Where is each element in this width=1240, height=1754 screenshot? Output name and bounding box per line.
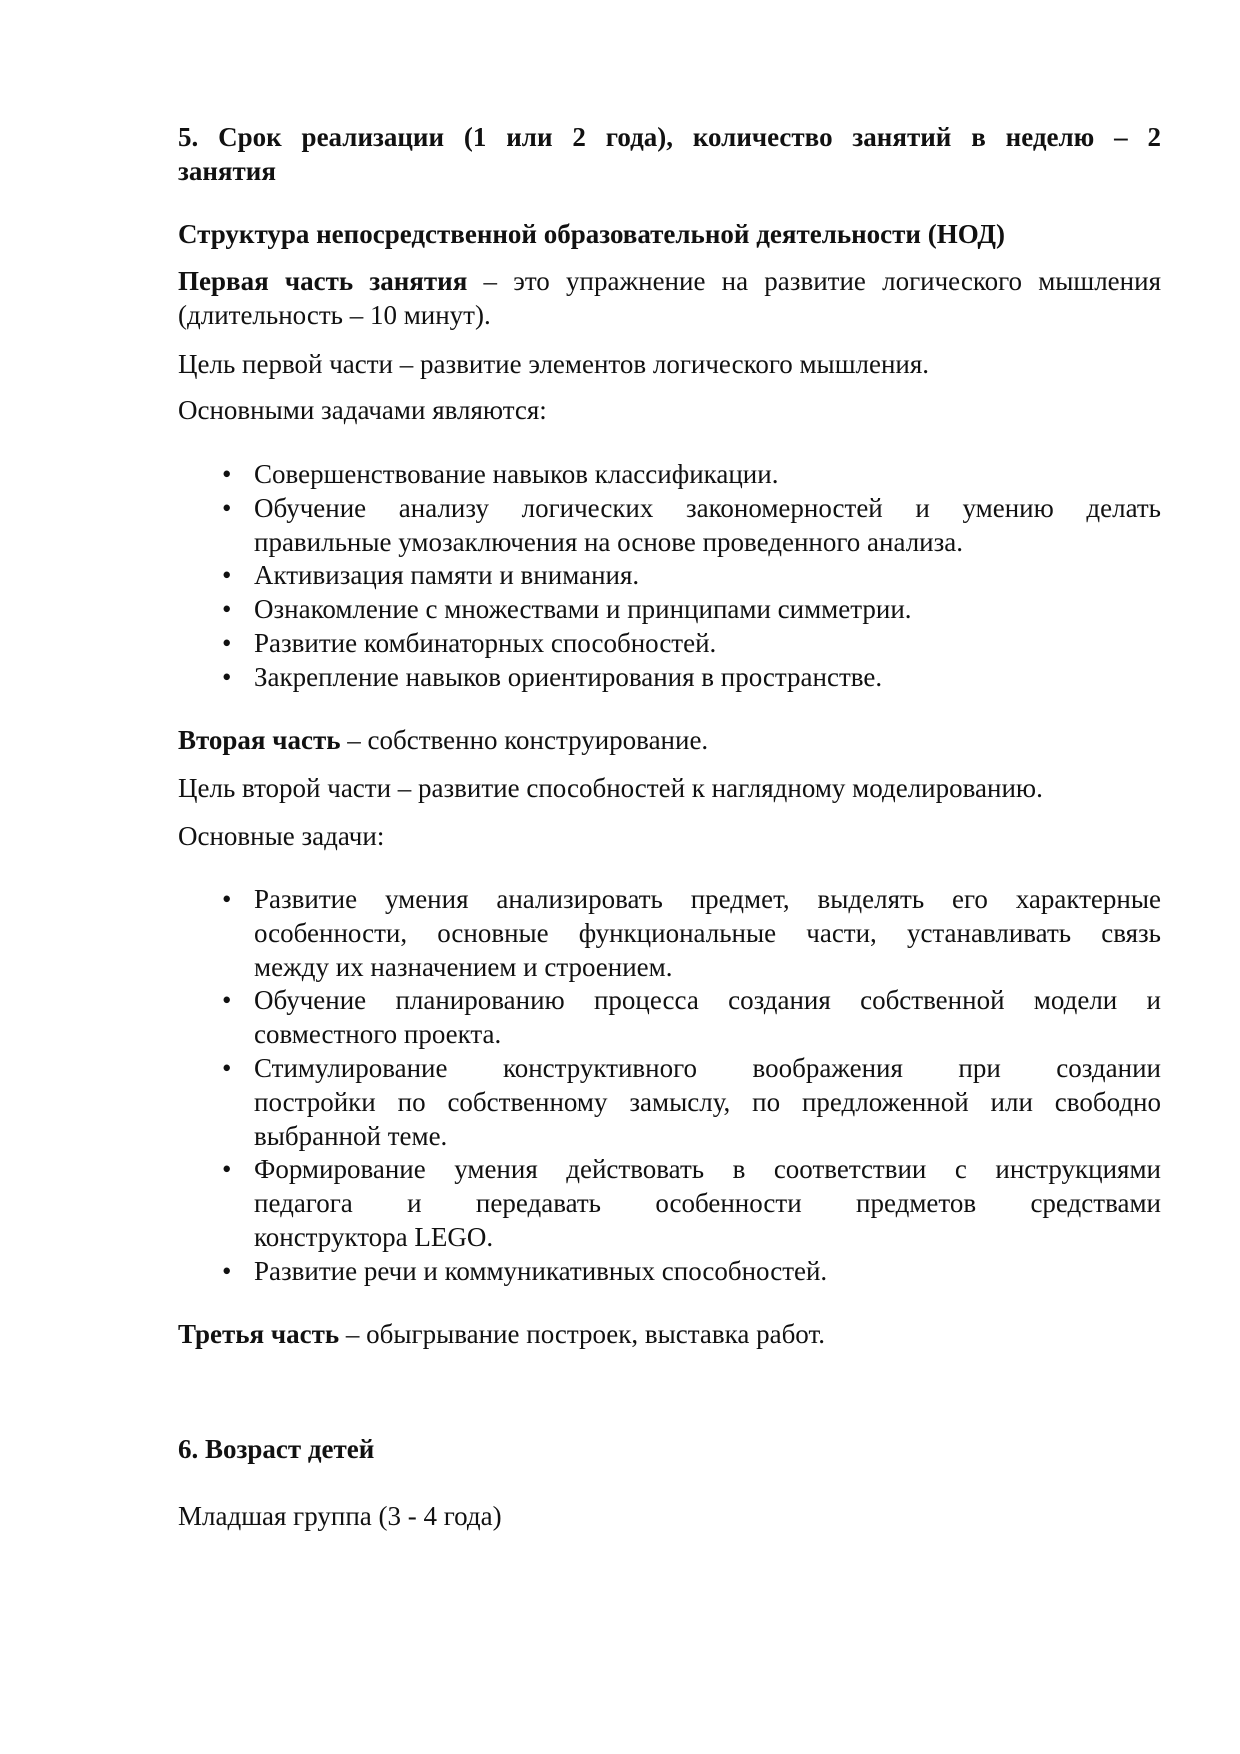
bullet-icon: • <box>222 884 232 914</box>
bullet-icon: • <box>222 661 232 692</box>
list-item-text: Ознакомление с множествами и принципами симметрии. <box>254 594 912 625</box>
list-item-text: Развитие комбинаторных способностей. <box>254 628 717 658</box>
bullet-icon: • <box>222 594 232 625</box>
list-item-continuation: правильные умозаключения на основе проведенного анализа. <box>254 526 964 557</box>
list-item-continuation: педагога и передавать особенности предметов средствами <box>254 1188 1161 1219</box>
section6-heading: 6. Возраст детей <box>178 1434 375 1464</box>
list-item-text: Обучение анализу логических закономерностей и умению делать <box>254 492 1161 523</box>
part1-intro-line2: (длительность – 10 минут). <box>178 300 491 330</box>
list-item-continuation: выбранной теме. <box>254 1120 448 1151</box>
list-item-continuation: конструктора LEGO. <box>254 1222 494 1252</box>
structure-title: Структура непосредственной образовательной деятельности (НОД) <box>178 219 1005 249</box>
bullet-icon: • <box>222 459 232 489</box>
part2-text: – собственно конструирование. <box>340 725 709 755</box>
list-item-text: Стимулирование конструктивного воображения при создании <box>254 1053 1161 1083</box>
part1-tasks-intro: Основными задачами являются: <box>178 395 547 425</box>
part2-intro <box>178 723 1161 757</box>
list-item-continuation: между их назначением и строением. <box>254 951 673 982</box>
section5-heading-line1: 5. Срок реализации (1 или 2 года), количество занятий в неделю – 2 <box>178 122 1161 152</box>
bullet-icon: • <box>222 628 232 658</box>
part3-label: Третья часть <box>178 1319 340 1349</box>
list-item-text: Обучение планированию процесса создания собственной модели и <box>254 985 1161 1016</box>
bullet-icon: • <box>222 1053 232 1083</box>
list-item-continuation: постройки по собственному замыслу, по предложенной или свободно <box>254 1086 1161 1117</box>
part1-label: Первая часть занятия <box>178 266 468 296</box>
bullet-icon: • <box>222 492 232 523</box>
part1-intro-line1 <box>178 264 1161 298</box>
list-item-text: Формирование умения действовать в соответствии с инструкциями <box>254 1154 1161 1185</box>
bullet-icon: • <box>222 1255 232 1286</box>
part3-text: – обыгрывание построек, выставка работ. <box>339 1319 825 1349</box>
part3-intro <box>178 1317 1161 1351</box>
list-item-text: Закрепление навыков ориентирования в пространстве. <box>254 661 883 692</box>
bullet-icon: • <box>222 1154 232 1185</box>
age-group: Младшая группа (3 - 4 года) <box>178 1501 502 1531</box>
list-item-continuation: особенности, основные функциональные части, устанавливать связь <box>254 917 1161 948</box>
section5-heading-line2: занятия <box>178 156 276 186</box>
list-item-text: Развитие речи и коммуникативных способностей. <box>254 1255 828 1286</box>
part2-tasks-intro: Основные задачи: <box>178 821 385 851</box>
bullet-icon: • <box>222 560 232 591</box>
bullet-icon: • <box>222 985 232 1016</box>
list-item-text: Развитие умения анализировать предмет, выделять его характерные <box>254 884 1161 914</box>
part2-goal: Цель второй части – развитие способностей к наглядному моделированию. <box>178 773 1043 803</box>
list-item-text: Активизация памяти и внимания. <box>254 560 640 591</box>
list-item-text: Совершенствование навыков классификации. <box>254 459 779 489</box>
list-item-continuation: совместного проекта. <box>254 1019 502 1050</box>
part1-goal: Цель первой части – развитие элементов логического мышления. <box>178 349 930 379</box>
part1-text: – это упражнение на развитие логического мышления <box>467 266 1161 296</box>
part2-label: Вторая часть <box>178 725 341 755</box>
